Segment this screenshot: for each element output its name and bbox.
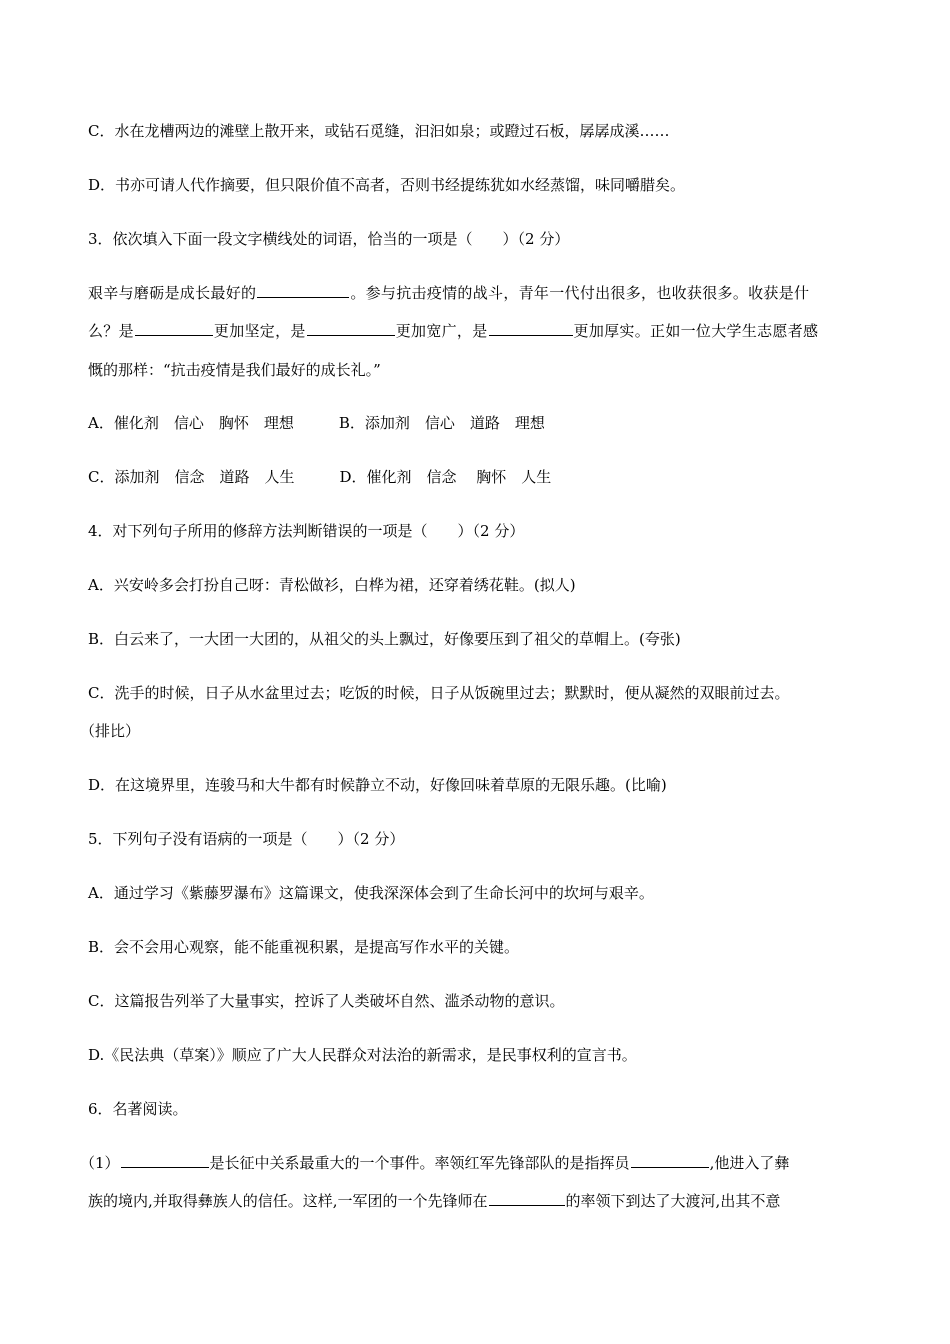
option-3c: C．水在龙槽两边的滩壁上散开来，或钻石觅缝，汩汩如泉；或蹬过石板，孱孱成溪……	[88, 122, 670, 140]
fill-blank-1[interactable]	[257, 283, 349, 298]
passage-text: 更加坚定，是	[213, 322, 306, 340]
options-3ab: A．催化剂 信心 胸怀 理想 B．添加剂 信心 道路 理想	[88, 414, 545, 432]
passage-line-3: 慨的那样：“抗击疫情是我们最好的成长礼。”	[88, 361, 381, 379]
passage-text: 。参与抗击疫情的战斗，青年一代付出很多，也收获很多。收获是什	[350, 284, 810, 302]
passage-text: 艰辛与磨砺是成长最好的	[88, 284, 257, 302]
option-5b: B．会不会用心观察，能不能重视积累，是提高写作水平的关键。	[88, 938, 520, 956]
option-5d: D.《民法典（草案）》顺应了广大人民群众对法治的新需求，是民事权利的宣言书。	[88, 1046, 637, 1064]
options-3cd: C．添加剂 信念 道路 人生 D．催化剂 信念 胸怀 人生	[88, 468, 552, 486]
option-4d: D．在这境界里，连骏马和大牛都有时候静立不动，好像回味着草原的无限乐趣。(比喻)	[88, 776, 667, 794]
fill-blank-4[interactable]	[489, 321, 573, 336]
passage-text: 更加厚实。正如一位大学生志愿者感	[573, 322, 819, 340]
option-4c-cont: （排比）	[80, 722, 141, 740]
option-5c: C．这篇报告列举了大量事实，控诉了人类破坏自然、滥杀动物的意识。	[88, 992, 565, 1010]
item-number: （1）	[80, 1154, 120, 1172]
passage-text: 更加宽广，是	[395, 322, 488, 340]
passage-line-2	[88, 320, 864, 342]
passage-text: 么？是	[88, 322, 134, 340]
fill-blank-3[interactable]	[307, 321, 395, 336]
fill-blank-7[interactable]	[489, 1191, 565, 1206]
question-4: 4．对下列句子所用的修辞方法判断错误的一项是（ ）（2 分）	[88, 522, 525, 540]
passage-line-1	[88, 282, 864, 304]
question-3: 3．依次填入下面一段文字横线处的词语，恰当的一项是（ ）（2 分）	[88, 230, 570, 248]
question-6-1-line-1	[80, 1152, 864, 1174]
question-6-1-line-2	[88, 1190, 864, 1212]
option-3d: D．书亦可请人代作摘要，但只限价值不高者，否则书经提练犹如水经蒸馏，味同嚼腊矣。	[88, 176, 686, 194]
fill-blank-5[interactable]	[121, 1153, 209, 1168]
question-text: ,他进入了彝	[709, 1154, 790, 1172]
question-5: 5．下列句子没有语病的一项是（ ）（2 分）	[88, 830, 405, 848]
option-4c: C．洗手的时候，日子从水盆里过去；吃饭的时候，日子从饭碗里过去；默默时，便从凝然的双眼前过去。	[88, 684, 790, 702]
fill-blank-2[interactable]	[135, 321, 213, 336]
option-4a: A．兴安岭多会打扮自己呀：青松做衫，白桦为裙，还穿着绣花鞋。(拟人)	[88, 576, 576, 594]
fill-blank-6[interactable]	[631, 1153, 709, 1168]
question-text: 是长征中关系最重大的一个事件。率领红军先锋部队的是指挥员	[209, 1154, 630, 1172]
question-text: 的率领下到达了大渡河,出其不意	[565, 1192, 781, 1210]
option-5a: A．通过学习《紫藤罗瀑布》这篇课文，使我深深体会到了生命长河中的坎坷与艰辛。	[88, 884, 654, 902]
question-text: 族的境内,并取得彝族人的信任。这样,一军团的一个先锋师在	[88, 1192, 488, 1210]
question-6: 6．名著阅读。	[88, 1100, 188, 1118]
option-4b: B．白云来了，一大团一大团的，从祖父的头上飘过，好像要压到了祖父的草帽上。(夸张)	[88, 630, 681, 648]
